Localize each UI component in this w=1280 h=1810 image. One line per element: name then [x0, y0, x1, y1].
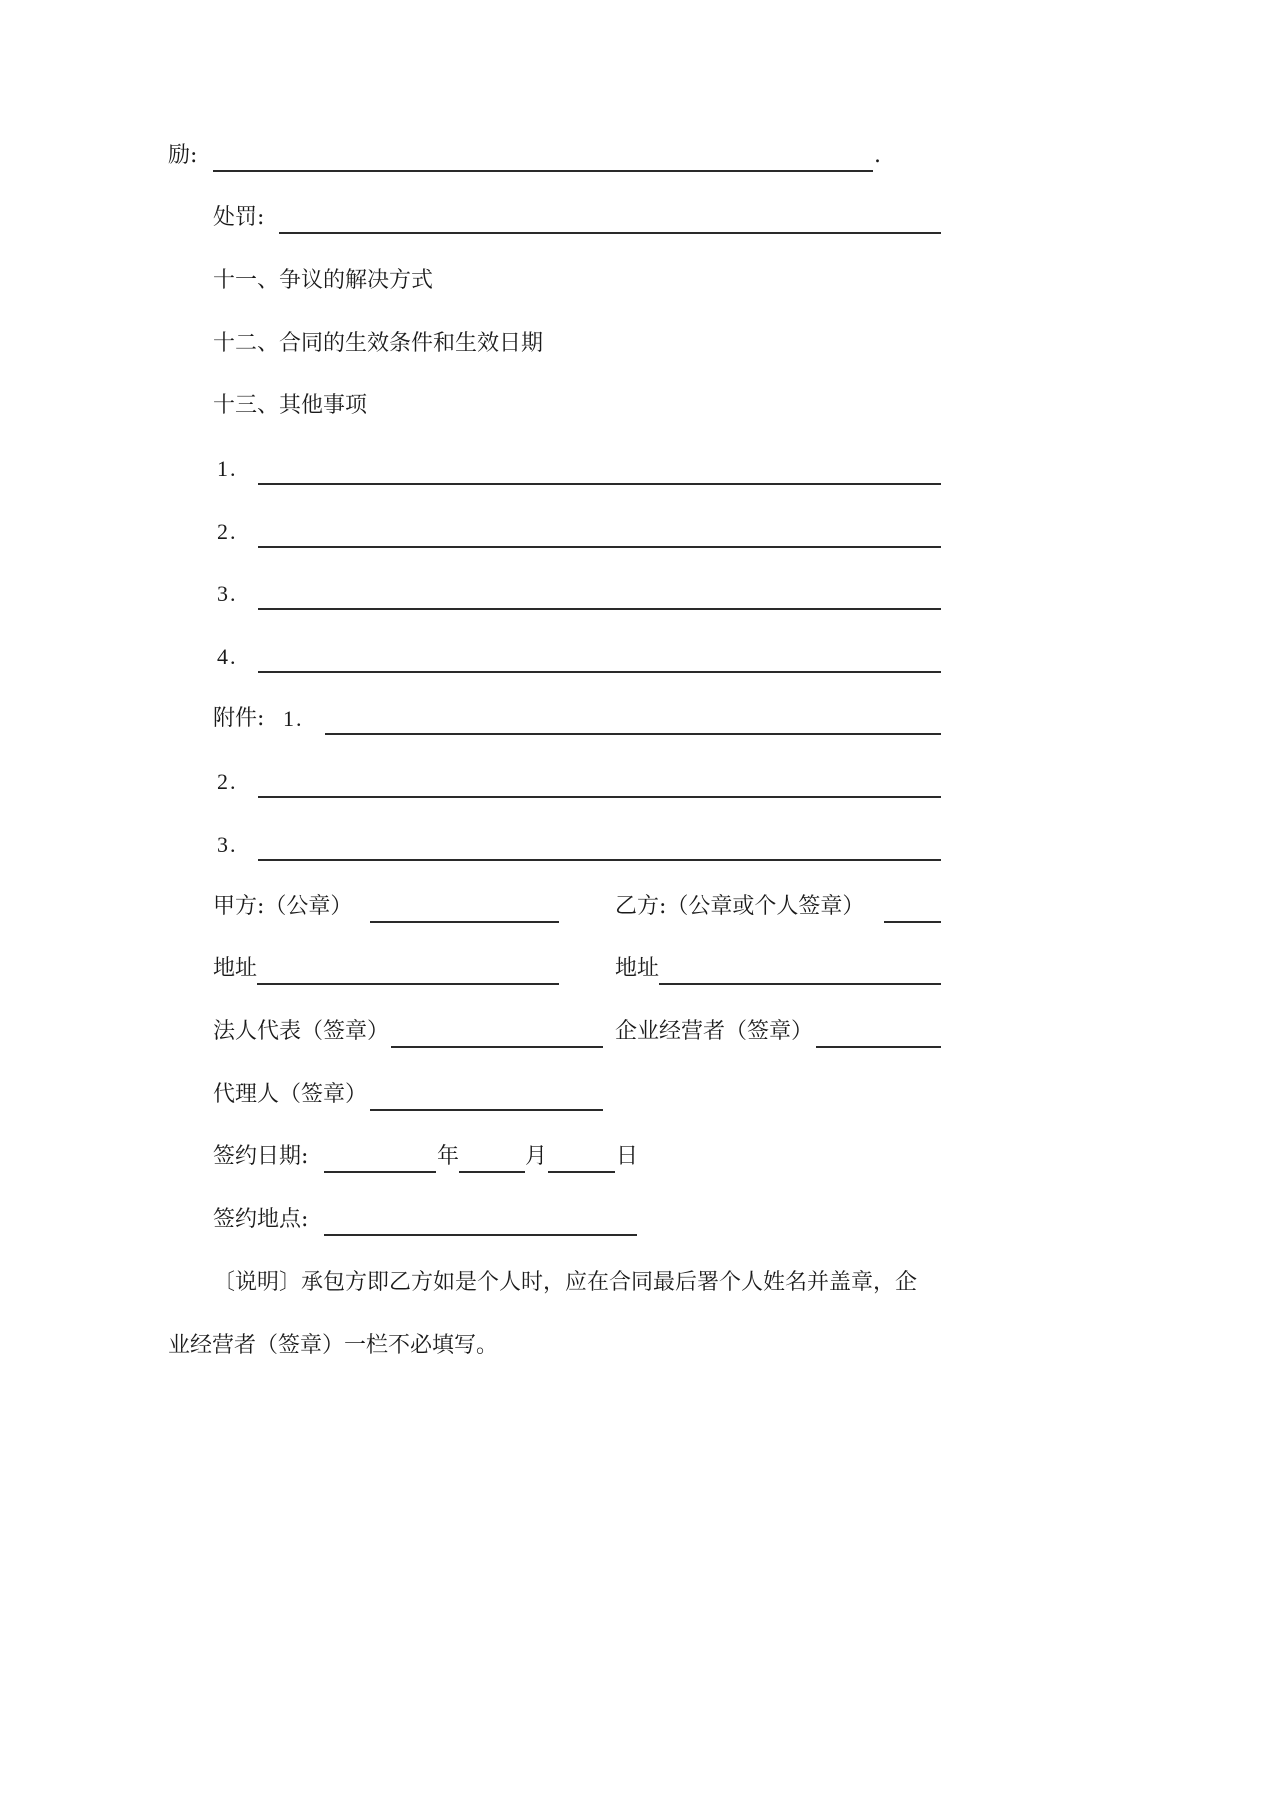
other-item-4 — [213, 641, 941, 673]
sign-date-year-label: 年 — [437, 1144, 460, 1169]
sign-date-day-label: 日 — [616, 1144, 639, 1169]
section-12-heading: 十二、合同的生效条件和生效日期 — [213, 331, 544, 356]
sign-date-year-blank[interactable] — [324, 1171, 436, 1173]
sign-date-row — [213, 1141, 941, 1173]
section-13-heading: 十三、其他事项 — [213, 393, 368, 418]
party-a-seal-blank[interactable] — [370, 921, 559, 923]
attachment-1-number: 1. — [283, 706, 304, 731]
address-row — [213, 953, 941, 985]
other-item-1 — [213, 453, 941, 485]
other-item-2-blank[interactable] — [258, 546, 941, 548]
other-item-2-number: 2. — [217, 519, 238, 544]
attachment-1-blank[interactable] — [325, 733, 941, 735]
note-line-2 — [168, 1330, 908, 1362]
section-12 — [213, 328, 913, 360]
sign-date-label: 签约日期: — [213, 1144, 309, 1169]
attachment-3 — [213, 829, 941, 861]
reward-trailing-period: . — [874, 143, 881, 168]
legal-rep-label: 法人代表（签章） — [213, 1019, 390, 1044]
section-13 — [213, 390, 913, 422]
attachments-label: 附件: — [213, 706, 265, 731]
party-a-label: 甲方:（公章） — [213, 894, 353, 919]
note-text-1: 〔说明〕承包方即乙方如是个人时，应在合同最后署个人姓名并盖章，企 — [213, 1270, 918, 1295]
sign-date-month-blank[interactable] — [459, 1171, 525, 1173]
party-a-address-blank[interactable] — [257, 983, 559, 985]
agent-label: 代理人（签章） — [213, 1082, 368, 1107]
legal-rep-blank[interactable] — [391, 1046, 603, 1048]
operator-label: 企业经营者（签章） — [615, 1019, 814, 1044]
party-b-address-blank[interactable] — [659, 983, 941, 985]
note-line-1 — [213, 1267, 953, 1299]
reward-blank[interactable] — [213, 170, 873, 172]
representative-row — [213, 1016, 941, 1048]
other-item-3 — [213, 578, 941, 610]
attachment-2-blank[interactable] — [258, 796, 941, 798]
party-row — [213, 891, 941, 923]
party-a-address-label: 地址 — [213, 956, 258, 981]
section-11-heading: 十一、争议的解决方式 — [213, 268, 434, 293]
other-item-1-number: 1. — [217, 456, 238, 481]
attachment-3-number: 3. — [217, 832, 238, 857]
attachment-2-number: 2. — [217, 769, 238, 794]
party-b-address-label: 地址 — [615, 956, 660, 981]
sign-place-label: 签约地点: — [213, 1207, 309, 1232]
operator-blank[interactable] — [816, 1046, 941, 1048]
agent-row — [213, 1079, 941, 1111]
sign-date-month-label: 月 — [525, 1144, 548, 1169]
penalty-blank[interactable] — [279, 232, 941, 234]
attachment-2 — [213, 766, 941, 798]
party-b-seal-blank[interactable] — [884, 921, 941, 923]
other-item-2 — [213, 516, 941, 548]
reward-row — [168, 140, 928, 172]
reward-label: 励: — [168, 143, 198, 168]
attachment-3-blank[interactable] — [258, 859, 941, 861]
sign-date-day-blank[interactable] — [548, 1171, 615, 1173]
sign-place-row — [213, 1204, 941, 1236]
other-item-3-number: 3. — [217, 581, 238, 606]
sign-place-blank[interactable] — [324, 1234, 637, 1236]
other-item-3-blank[interactable] — [258, 608, 941, 610]
penalty-label: 处罚: — [213, 205, 265, 230]
agent-blank[interactable] — [370, 1109, 603, 1111]
other-item-4-number: 4. — [217, 644, 238, 669]
attachment-1 — [213, 703, 941, 735]
other-item-4-blank[interactable] — [258, 671, 941, 673]
party-b-label: 乙方:（公章或个人签章） — [615, 894, 865, 919]
other-item-1-blank[interactable] — [258, 483, 941, 485]
penalty-row — [213, 202, 941, 234]
section-11 — [213, 265, 913, 297]
note-text-2: 业经营者（签章）一栏不必填写。 — [168, 1333, 499, 1358]
